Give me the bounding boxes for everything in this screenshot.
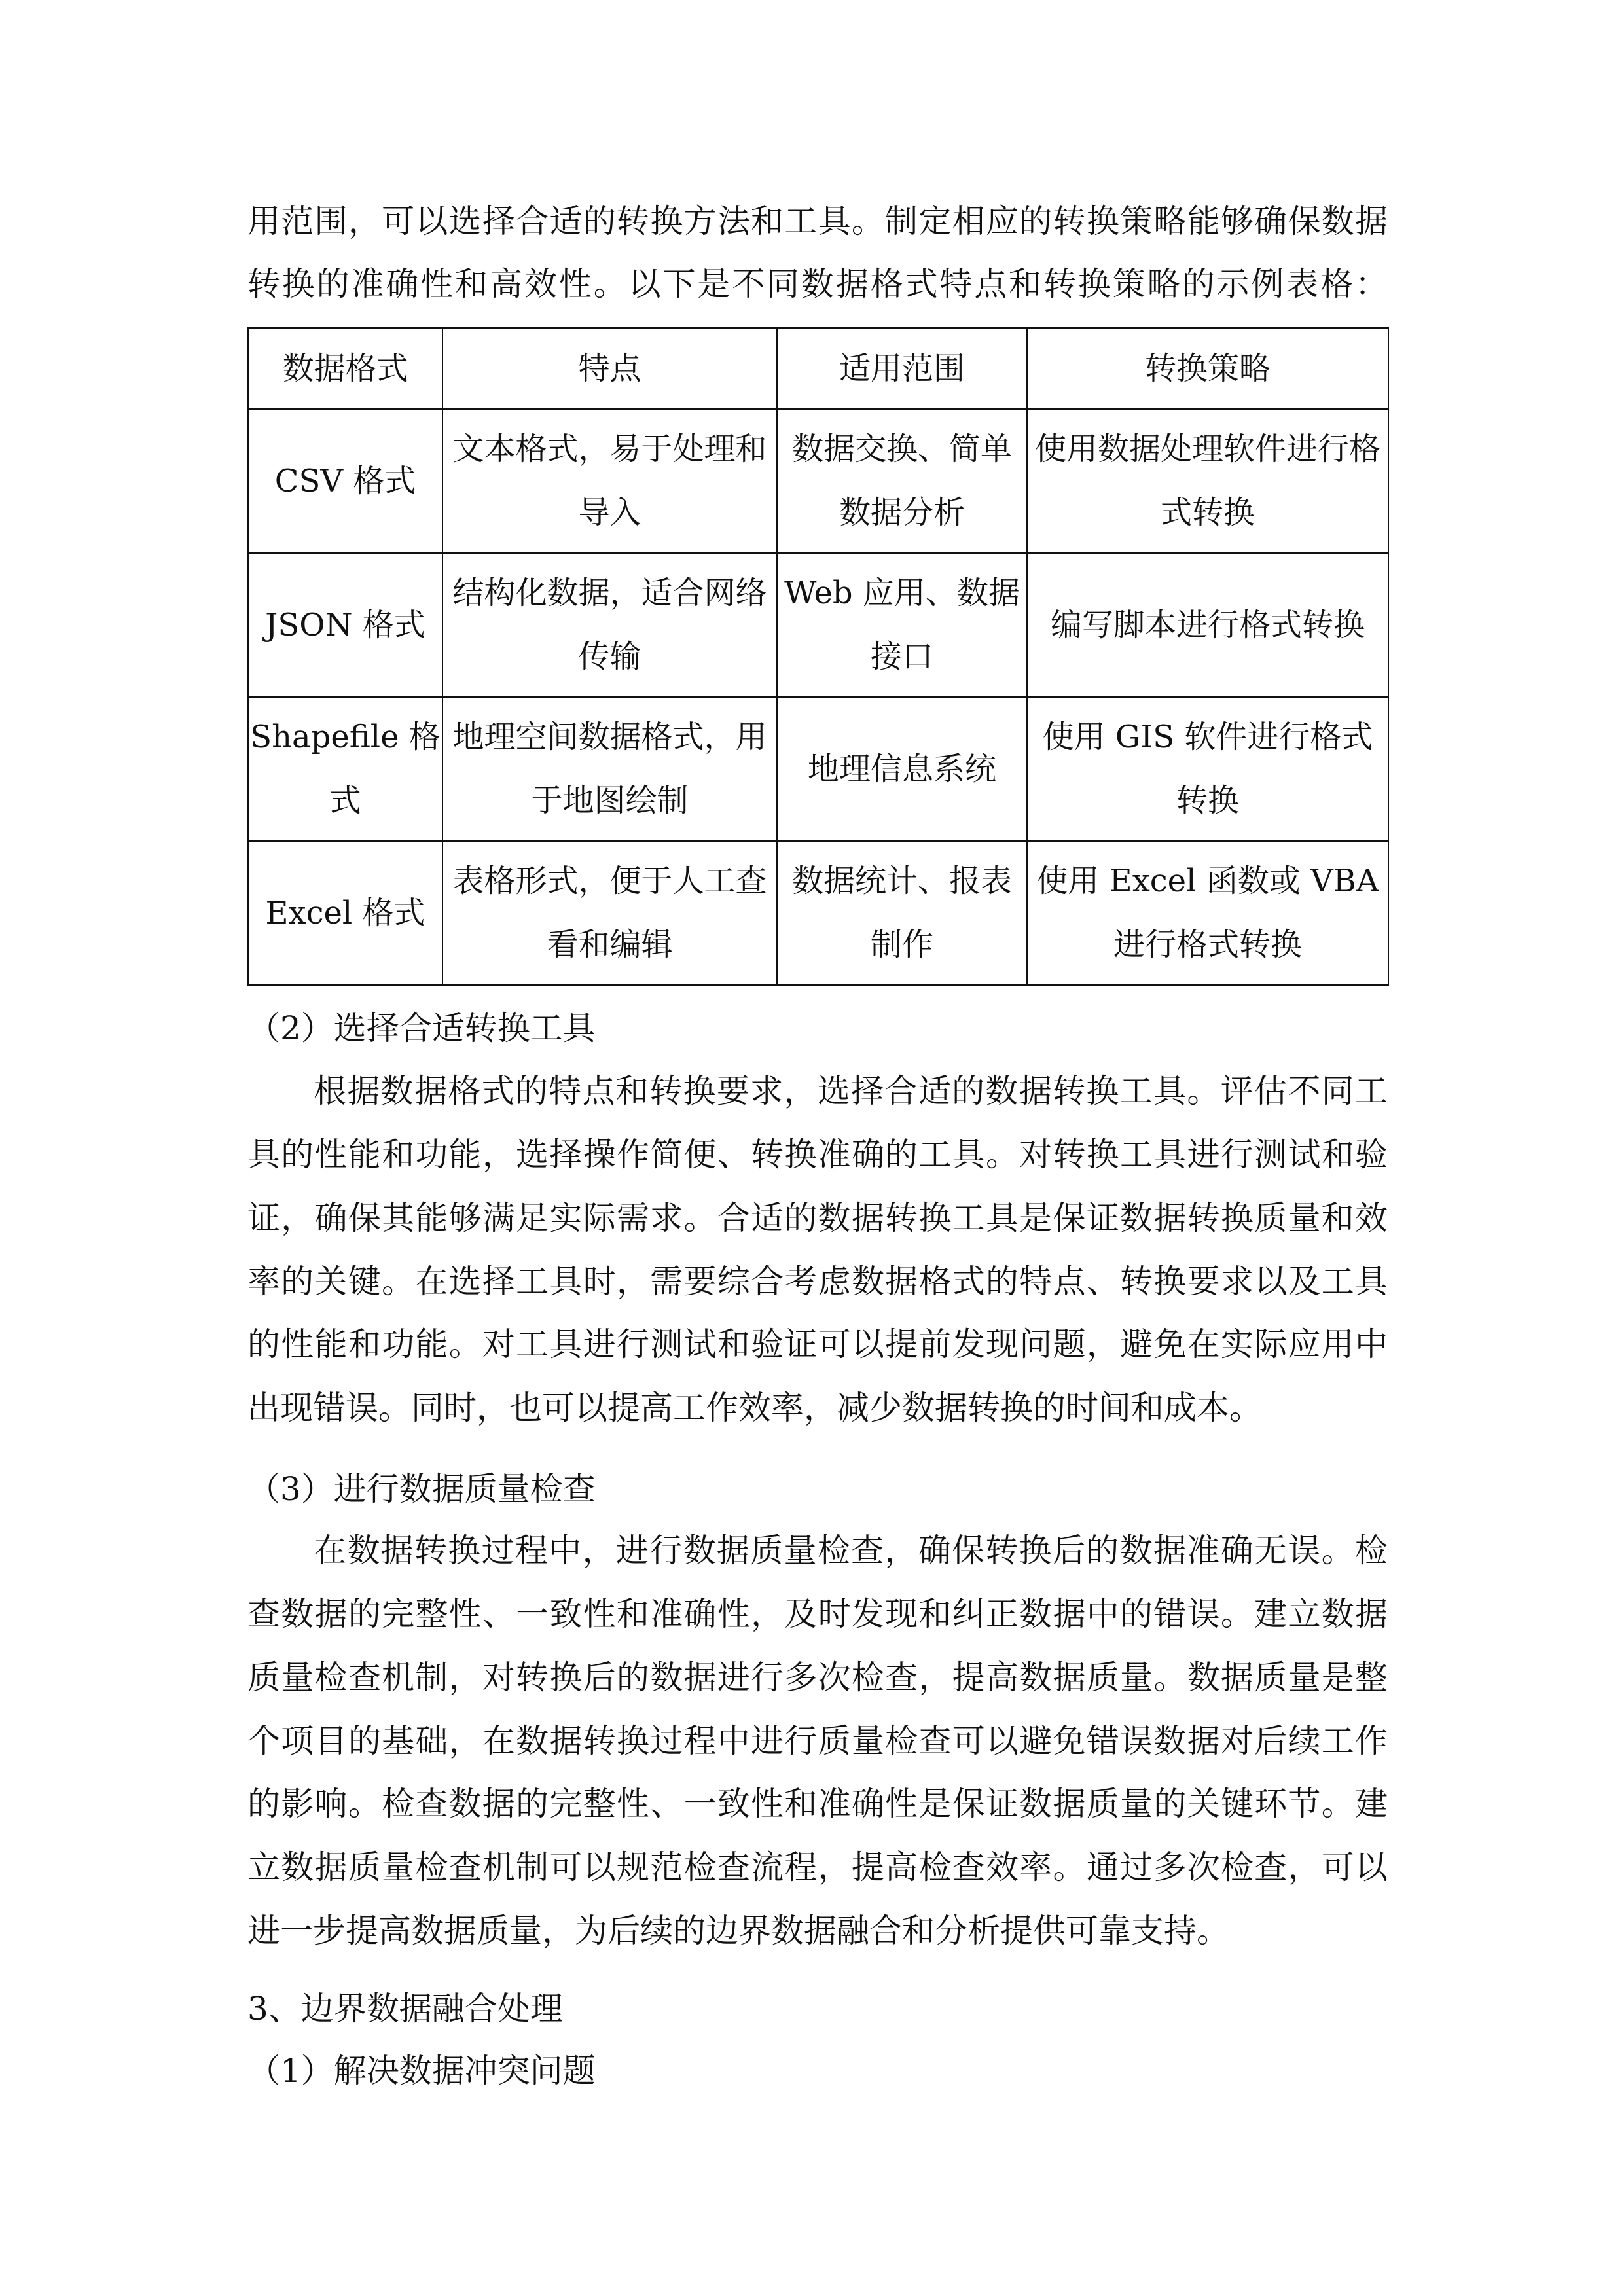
table-cell: Excel 格式	[248, 841, 442, 985]
paragraph-line: 的影响。检查数据的完整性、一致性和准确性是保证数据质量的关键环节。建	[247, 1785, 1388, 1823]
table-header-cell: 适用范围	[777, 328, 1027, 409]
table-cell: 数据统计、报表制作	[777, 841, 1027, 985]
intro-line: 转换的准确性和高效性。以下是不同数据格式特点和转换策略的示例表格：	[247, 265, 1388, 303]
paragraph-line: 率的关键。在选择工具时，需要综合考虑数据格式的特点、转换要求以及工具	[247, 1263, 1388, 1300]
table-cell: 文本格式，易于处理和导入	[442, 409, 777, 553]
paragraph-line: 的性能和功能。对工具进行测试和验证可以提前发现问题，避免在实际应用中	[247, 1325, 1388, 1363]
table-cell: 编写脚本进行格式转换	[1027, 553, 1388, 697]
table-row	[248, 328, 1388, 409]
table-row	[248, 409, 1388, 553]
paragraph-line: 质量检查机制，对转换后的数据进行多次检查，提高数据质量。数据质量是整	[247, 1659, 1388, 1696]
table-cell: Web 应用、数据接口	[777, 553, 1027, 697]
table-row	[248, 697, 1388, 841]
paragraph-line: 证，确保其能够满足实际需求。合适的数据转换工具是保证数据转换质量和效	[247, 1199, 1388, 1237]
paragraph-line: 根据数据格式的特点和转换要求，选择合适的数据转换工具。评估不同工	[314, 1072, 1388, 1110]
table-header-cell: 特点	[442, 328, 777, 409]
paragraph-line: 出现错误。同时，也可以提高工作效率，减少数据转换的时间和成本。	[247, 1389, 1262, 1427]
paragraph-line: 个项目的基础，在数据转换过程中进行质量检查可以避免错误数据对后续工作	[247, 1722, 1388, 1760]
intro-line: 用范围，可以选择合适的转换方法和工具。制定相应的转换策略能够确保数据	[247, 202, 1388, 240]
paragraph-line: 在数据转换过程中，进行数据质量检查，确保转换后的数据准确无误。检	[314, 1532, 1388, 1570]
paragraph-line: 查数据的完整性、一致性和准确性，及时发现和纠正数据中的错误。建立数据	[247, 1595, 1388, 1633]
paragraph-line: 具的性能和功能，选择操作简便、转换准确的工具。对转换工具进行测试和验	[247, 1136, 1388, 1174]
paragraph-line: 立数据质量检查机制可以规范检查流程，提高检查效率。通过多次检查，可以	[247, 1848, 1388, 1886]
table-cell: 结构化数据，适合网络传输	[442, 553, 777, 697]
paragraph-line: 进一步提高数据质量，为后续的边界数据融合和分析提供可靠支持。	[247, 1912, 1229, 1950]
table-row	[248, 841, 1388, 985]
table-header-cell: 转换策略	[1027, 328, 1388, 409]
table-cell: JSON 格式	[248, 553, 442, 697]
section-heading: （3）进行数据质量检查	[247, 1470, 596, 1508]
section-heading: （1）解决数据冲突问题	[247, 2052, 596, 2090]
table-cell: 使用数据处理软件进行格式转换	[1027, 409, 1388, 553]
table-header-cell: 数据格式	[248, 328, 442, 409]
table-cell: Shapefile 格式	[248, 697, 442, 841]
table-cell: 表格形式，便于人工查看和编辑	[442, 841, 777, 985]
table-cell: 地理空间数据格式，用于地图绘制	[442, 697, 777, 841]
format-strategy-table	[247, 327, 1389, 986]
table-cell: 数据交换、简单数据分析	[777, 409, 1027, 553]
table-cell: 地理信息系统	[777, 697, 1027, 841]
table-row	[248, 553, 1388, 697]
table-cell: 使用 Excel 函数或 VBA 进行格式转换	[1027, 841, 1388, 985]
chapter-heading: 3、边界数据融合处理	[247, 1990, 563, 2028]
table-cell: CSV 格式	[248, 409, 442, 553]
table-cell: 使用 GIS 软件进行格式转换	[1027, 697, 1388, 841]
section-heading: （2）选择合适转换工具	[247, 1009, 596, 1047]
